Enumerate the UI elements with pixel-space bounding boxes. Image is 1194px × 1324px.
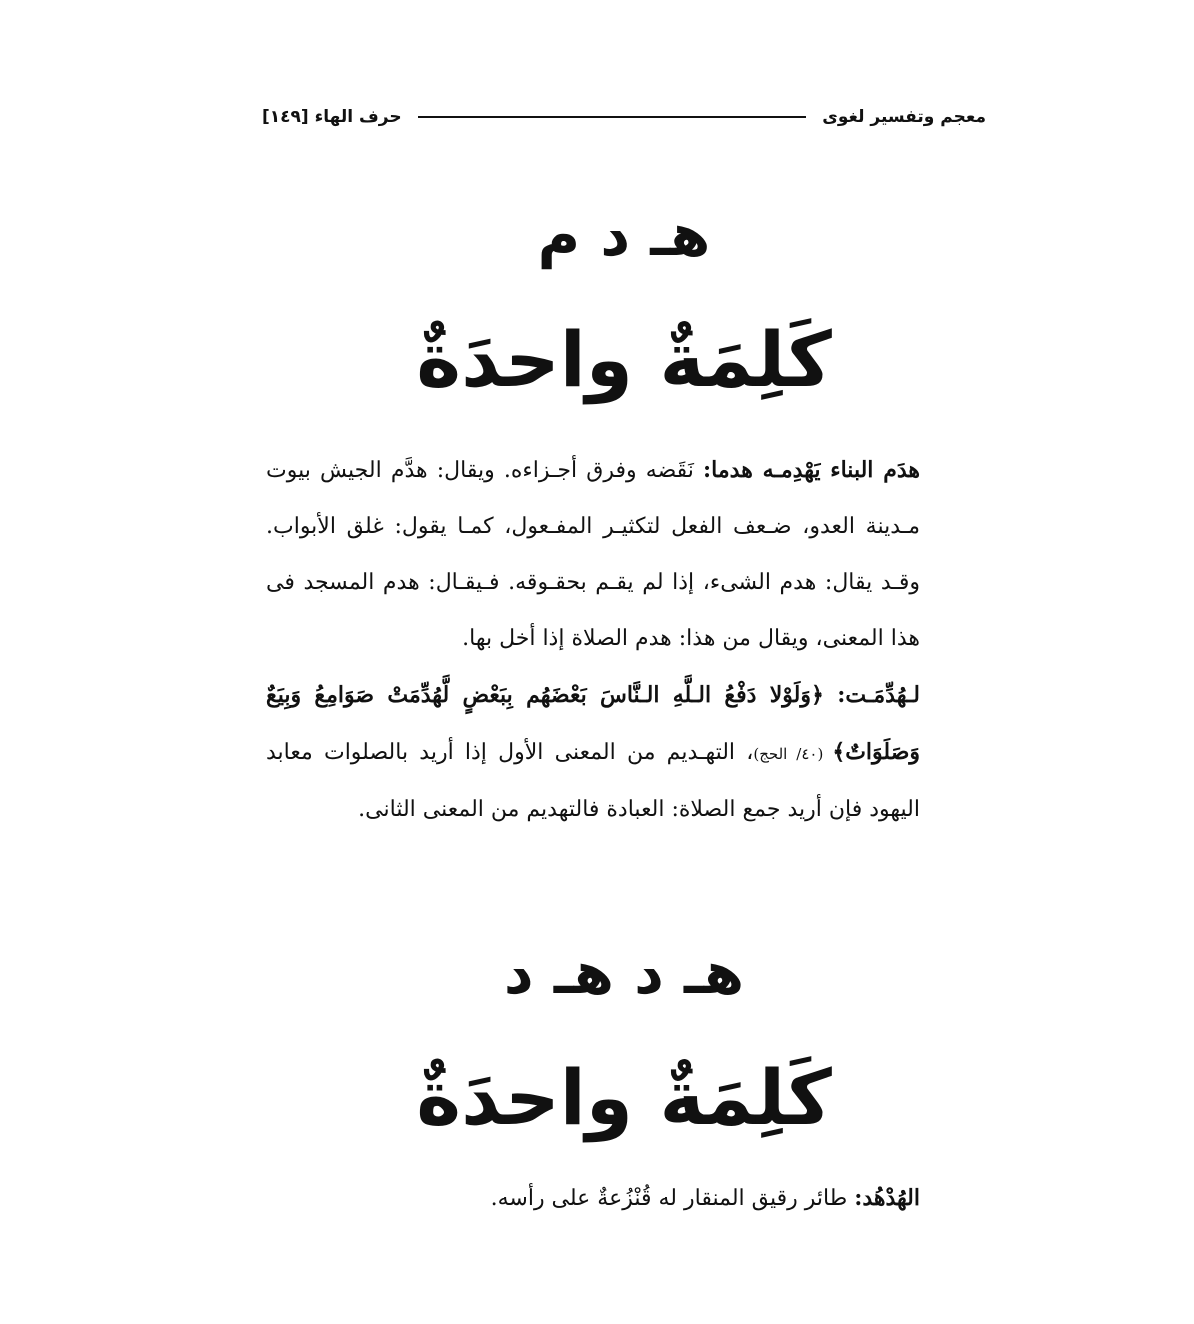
definition-text: ، التهـديم من المعنى الأول إذا أريد بالصلوات معابد اليهود فإن أريد جمع الصلاة: العبادة فالتهديم من المعنى الثانى.: [266, 740, 920, 822]
entry-paragraph: [266, 667, 982, 838]
word-count-heading: كَلِمَةٌ واحدَةٌ: [416, 1053, 832, 1142]
root-heading-hdhd: هـ د هـ د: [503, 939, 745, 1007]
section-label: حرف الهاء [١٤٩]: [262, 107, 402, 127]
running-header: [262, 100, 986, 134]
book-title: معجم وتفسير لغوى: [822, 107, 986, 127]
entry-paragraph: [266, 1170, 982, 1227]
root-heading-hdm: هـ د م: [537, 201, 711, 269]
entry-hdhd: [266, 1170, 982, 1227]
header-rule: [418, 116, 807, 118]
definition-text: نَقَضه وفرق أجـزاءه. ويقال: هدَّم الجيش بيوت مـدينة العدو، ضـعف الفعل لتكثيـر المفـعول، كمـا يقول: غلق الأبواب. وقـد يقال: هدم الشىء، إذا لم يقـم بحقـوقه. فـيقـال: هدم المسجد فى هذا المعنى، ويقال من هذا: هدم الصلاة إذا أخل بها.: [266, 458, 920, 651]
quran-verse: ﴿وَلَوْلا دَفْعُ الـلَّهِ الـنَّاسَ بَعْضَهُم بِبَعْضٍ لَّهُدِّمَتْ صَوَامِعُ وَبِيَعٌ وَصَلَوَاتٌ﴾: [266, 682, 920, 765]
definition-text: طائر رقيق المنقار له قُنْزُعةٌ على رأسه.: [490, 1186, 855, 1211]
entry-paragraph: [266, 442, 982, 667]
word-count-heading: كَلِمَةٌ واحدَةٌ: [416, 315, 832, 404]
entry-hdm: [266, 442, 982, 838]
headword: لـهُدِّمَـت:: [837, 682, 920, 708]
quran-citation: (٤٠/ الحج): [753, 745, 833, 763]
headword: الهُدْهُد:: [854, 1185, 920, 1211]
headword: هدَم البناء يَهْدِمـه هدما:: [703, 457, 920, 483]
